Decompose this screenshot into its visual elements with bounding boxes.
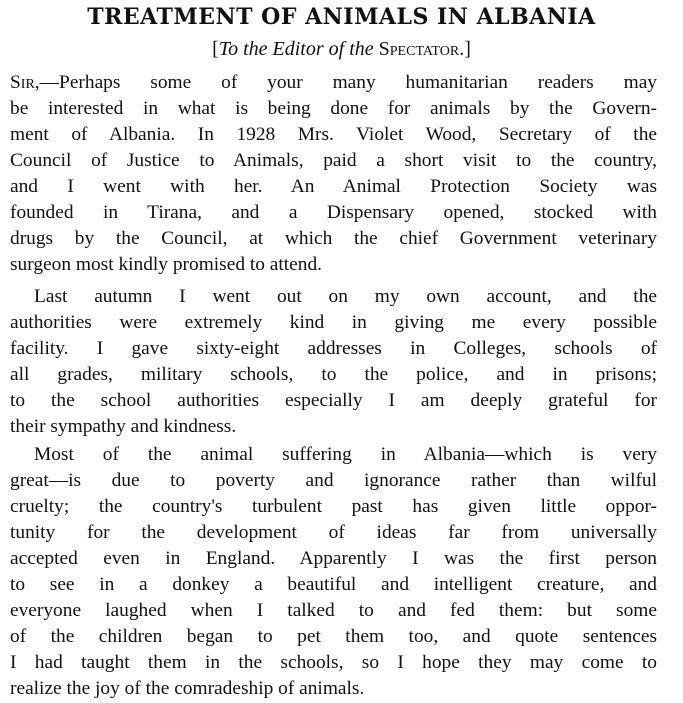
text-line: I had taught them in the schools, so I hope they may come to [10, 652, 657, 673]
text-line: and I went with her. An Animal Protection Society was [10, 176, 657, 197]
subtitle-open-bracket: [ [212, 38, 219, 60]
text-line: Last autumn I went out on my own account, and the [34, 286, 657, 307]
text-line: surgeon most kindly promised to attend. [10, 254, 323, 275]
text-line: everyone laughed when I talked to and fed them: but some [10, 600, 657, 621]
text-line: facility. I gave sixty-eight addresses in Colleges, schools of [10, 338, 657, 359]
text-line: founded in Tirana, and a Dispensary opened, stocked with [10, 202, 657, 223]
text-line: to the school authorities especially I am deeply grateful for [10, 390, 657, 411]
article-title: TREATMENT OF ANIMALS IN ALBANIA [87, 4, 596, 30]
text-line: accepted even in England. Apparently I was the first person [10, 548, 657, 569]
text-line: all grades, military schools, to the police, and in prisons; [10, 364, 657, 385]
text-line: their sympathy and kindness. [10, 416, 237, 437]
text-line: be interested in what is being done for animals by the Govern- [10, 98, 657, 119]
text-line: tunity for the development of ideas far from universally [10, 522, 657, 543]
text-line: realize the joy of the comradeship of animals. [10, 678, 365, 699]
salutation: Sir [10, 72, 35, 93]
subtitle-publication: Spectator [378, 38, 460, 60]
text-line: drugs by the Council, at which the chief Government veterinary [10, 228, 657, 249]
text-line: Council of Justice to Animals, paid a short visit to the country, [10, 150, 657, 171]
text-line: to see in a donkey a beautiful and intelligent creature, and [10, 574, 657, 595]
text-line: of the children began to pet them too, and quote sentences [10, 626, 657, 647]
subtitle-italic: To the Editor of the [218, 38, 379, 60]
article-subtitle [0, 36, 683, 62]
text-line-content: ,—Perhaps some of your many humanitarian readers may [34, 72, 657, 93]
text-line [10, 70, 657, 96]
subtitle-close-bracket: .] [459, 38, 471, 60]
text-line: ment of Albania. In 1928 Mrs. Violet Wood, Secretary of the [10, 124, 657, 145]
text-line: Most of the animal suffering in Albania—which is very [34, 444, 657, 465]
text-line: great—is due to poverty and ignorance rather than wilful [10, 470, 657, 491]
text-line: cruelty; the country's turbulent past has given little oppor- [10, 496, 657, 517]
text-line: authorities were extremely kind in giving me every possible [10, 312, 657, 333]
